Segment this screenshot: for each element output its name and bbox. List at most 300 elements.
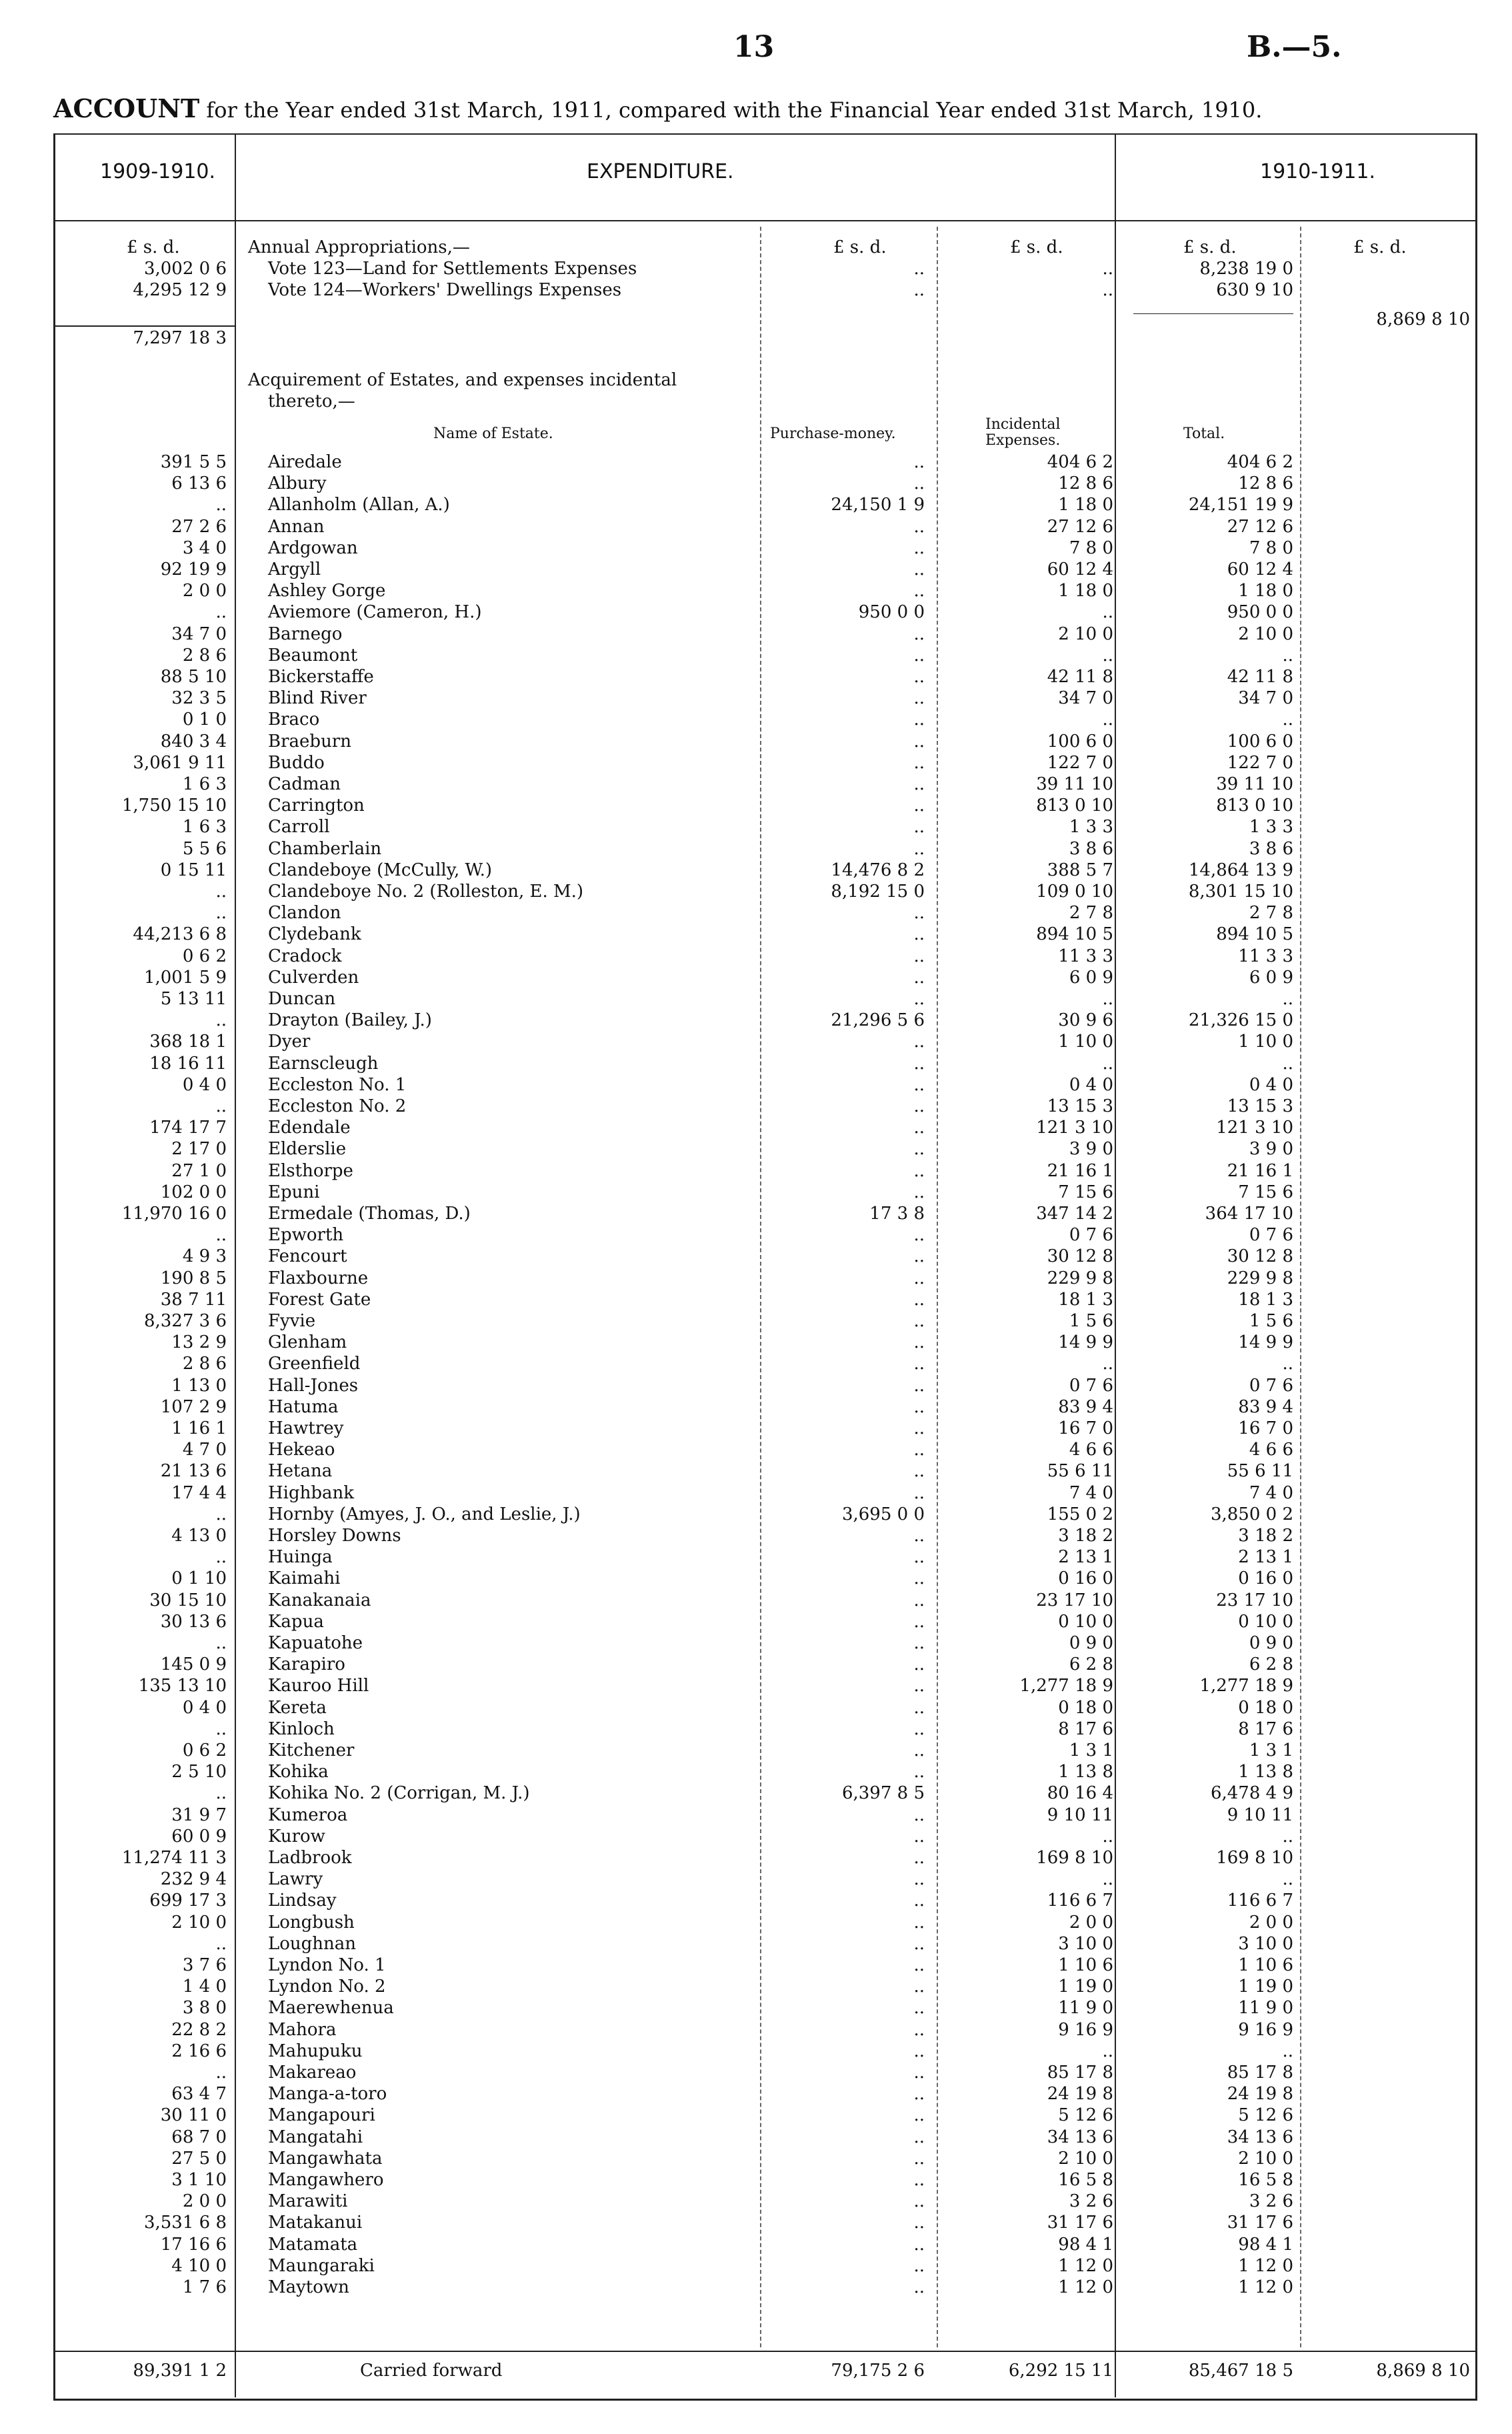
value-1909: 30 13 6 (160, 1611, 227, 1632)
value-1909: 3 8 0 (182, 1998, 227, 2019)
page-number: 13 (733, 30, 775, 64)
estate-row (0, 1612, 1512, 1633)
total: 1 3 1 (1249, 1740, 1293, 1760)
estate-name: Greenfield (268, 1354, 361, 1374)
value-1909: 190 8 5 (160, 1268, 227, 1288)
purchase-money: .. (913, 967, 925, 988)
incidental-expenses: 3 2 6 (1069, 2191, 1113, 2212)
incidental-expenses: 347 14 2 (1036, 1204, 1113, 1224)
purchase-money: .. (913, 1160, 925, 1181)
estate-name: Cadman (268, 774, 341, 794)
purchase-money: .. (913, 2170, 925, 2190)
incidental-expenses: 83 9 4 (1058, 1396, 1113, 1417)
total: 4 6 6 (1249, 1440, 1293, 1460)
value-1909: 2 8 6 (182, 1354, 227, 1374)
footer-grand: 8,869 8 10 (1376, 2361, 1470, 2381)
estate-row (0, 2084, 1512, 2105)
value-1909: 102 0 0 (160, 1182, 227, 1202)
total: 2 0 0 (1249, 1912, 1293, 1933)
col-label-expenses: Expenses. (985, 432, 1061, 449)
estate-name: Airedale (268, 452, 342, 472)
estate-row (0, 2235, 1512, 2256)
purchase-money: .. (913, 2277, 925, 2297)
incidental-expenses: 404 6 2 (1047, 452, 1113, 472)
value-1909: 1 7 6 (182, 2277, 227, 2297)
estate-row (0, 1977, 1512, 1998)
estate-name: Mangawhata (268, 2148, 383, 2169)
estate-name: Ladbrook (268, 1848, 352, 1868)
estate-row (0, 2277, 1512, 2299)
estate-name: Clandeboye (McCully, W.) (268, 860, 493, 880)
purchase-money: .. (913, 1268, 925, 1288)
value-1909: 6 13 6 (171, 473, 227, 494)
purchase-money: .. (913, 2148, 925, 2169)
purchase-money: .. (913, 2234, 925, 2255)
total: 121 3 10 (1216, 1118, 1293, 1138)
estate-row (0, 1268, 1512, 1290)
purchase-money: .. (913, 1118, 925, 1138)
value-1909: 44,213 6 8 (133, 924, 227, 945)
value-1909: 27 2 6 (171, 516, 227, 537)
purchase-money: .. (913, 2105, 925, 2126)
estate-name: Maerewhenua (268, 1998, 394, 2019)
incidental-expenses: 229 9 8 (1047, 1268, 1113, 1288)
purchase-money: .. (913, 1955, 925, 1975)
estate-name: Eccleston No. 1 (268, 1074, 407, 1095)
incidental-expenses: 8 17 6 (1058, 1718, 1113, 1739)
value-1909: 4,295 12 9 (133, 280, 227, 300)
estate-name: Makareao (268, 2063, 357, 2083)
total: 894 10 5 (1216, 924, 1293, 945)
total: 364 17 10 (1205, 1204, 1293, 1224)
total: 2 10 0 (1238, 2148, 1293, 2169)
estate-name: Dyer (268, 1032, 311, 1052)
total: 1 3 3 (1249, 817, 1293, 838)
total: 2 10 0 (1238, 624, 1293, 644)
estate-row (0, 624, 1512, 646)
estate-row (0, 946, 1512, 968)
total: 1 13 8 (1238, 1762, 1293, 1782)
estate-row (0, 1418, 1512, 1440)
estate-name: Clydebank (268, 924, 361, 945)
value-1909: .. (215, 1096, 227, 1116)
header-rule (53, 220, 1476, 221)
estate-name: Marawiti (268, 2191, 348, 2212)
purchase-money: .. (913, 280, 925, 300)
total: 630 9 10 (1216, 280, 1293, 300)
total: 2 7 8 (1249, 903, 1293, 924)
incidental-expenses: 6 0 9 (1069, 967, 1113, 988)
total: .. (1282, 1869, 1293, 1890)
purchase-money: .. (913, 1998, 925, 2019)
estate-row (0, 796, 1512, 817)
estate-row (0, 2213, 1512, 2234)
value-1909: 8,327 3 6 (143, 1311, 227, 1331)
value-1909: .. (215, 495, 227, 515)
incidental-expenses: 2 7 8 (1069, 903, 1113, 924)
incidental-expenses: 27 12 6 (1047, 516, 1113, 537)
value-1909: 0 15 11 (160, 860, 227, 880)
currency-head-c4: £ s. d. (1353, 237, 1407, 257)
total: 3 10 0 (1238, 1933, 1293, 1954)
estate-row (0, 1054, 1512, 1075)
value-1909: 3,002 0 6 (143, 259, 227, 279)
col-label-total: Total. (1183, 425, 1225, 442)
incidental-expenses: 3 8 6 (1069, 838, 1113, 859)
total: 34 13 6 (1227, 2127, 1293, 2147)
purchase-money: 14,476 8 2 (831, 860, 925, 880)
carried-forward-label: Carried forward (360, 2361, 503, 2381)
purchase-money: 24,150 1 9 (831, 495, 925, 515)
purchase-money: .. (913, 259, 925, 279)
purchase-money: .. (913, 903, 925, 924)
value-1909: .. (215, 1010, 227, 1031)
value-1909: 21 13 6 (160, 1461, 227, 1482)
estate-name: Kurow (268, 1826, 325, 1847)
estate-name: Mahora (268, 2019, 337, 2040)
purchase-money: .. (913, 1332, 925, 1353)
title-prefix: ACCOUNT (53, 93, 200, 123)
estate-row (0, 1633, 1512, 1654)
incidental-expenses: 16 7 0 (1058, 1418, 1113, 1438)
total: 42 11 8 (1227, 667, 1293, 687)
value-1909: 2 8 6 (182, 645, 227, 666)
subtotal-rule (53, 325, 235, 327)
estate-name: Eccleston No. 2 (268, 1096, 407, 1116)
incidental-expenses: 85 17 8 (1047, 2063, 1113, 2083)
total: 404 6 2 (1227, 452, 1293, 472)
total: 3 18 2 (1238, 1526, 1293, 1546)
estate-name: Matamata (268, 2234, 358, 2255)
purchase-money: .. (913, 1697, 925, 1718)
incidental-expenses: 1 5 6 (1069, 1311, 1113, 1331)
estate-name: Matakanui (268, 2213, 363, 2233)
estate-row (0, 1290, 1512, 1311)
total: 1 19 0 (1238, 1977, 1293, 1997)
estate-row (0, 1032, 1512, 1053)
purchase-money: .. (913, 1590, 925, 1610)
estate-row (0, 1955, 1512, 1977)
estate-row (0, 1118, 1512, 1139)
estate-row (0, 473, 1512, 495)
estate-row (0, 1568, 1512, 1590)
estate-name: Loughnan (268, 1933, 357, 1954)
total: 21,326 15 0 (1188, 1010, 1293, 1031)
col-label-purchase: Purchase-money. (770, 425, 896, 442)
purchase-money: .. (913, 1440, 925, 1460)
value-1909: 2 0 0 (182, 581, 227, 601)
incidental-expenses: 18 1 3 (1058, 1289, 1113, 1310)
total: 21 16 1 (1227, 1160, 1293, 1181)
estate-name: Kapuatohe (268, 1633, 363, 1653)
estate-name: Clandon (268, 903, 341, 924)
purchase-money: 17 3 8 (869, 1204, 925, 1224)
footer-row (0, 2361, 1512, 2382)
total: 5 12 6 (1238, 2105, 1293, 2126)
col-head-expenditure: EXPENDITURE. (587, 160, 734, 183)
appropriations-grand-total: 8,869 8 10 (1376, 309, 1470, 329)
estate-name: Blind River (268, 688, 367, 709)
estate-name: Lindsay (268, 1891, 337, 1911)
estate-name: Buddo (268, 752, 325, 773)
incidental-expenses: .. (1102, 710, 1113, 730)
purchase-money: .. (913, 581, 925, 601)
estate-name: Flaxbourne (268, 1268, 369, 1288)
estate-name: Elderslie (268, 1139, 347, 1160)
estate-name: Argyll (268, 559, 321, 579)
value-1909: 68 7 0 (171, 2127, 227, 2147)
appropriation-row (0, 259, 1512, 280)
total: 3 9 0 (1249, 1139, 1293, 1160)
value-1909: 391 5 5 (160, 452, 227, 472)
estate-name: Mahupuku (268, 2041, 363, 2061)
total: .. (1282, 989, 1293, 1009)
purchase-money: .. (913, 1311, 925, 1331)
purchase-money: .. (913, 2084, 925, 2105)
purchase-money: .. (913, 2041, 925, 2061)
total: 85 17 8 (1227, 2063, 1293, 2083)
vote-label: Vote 124—Workers' Dwellings Expenses (268, 280, 622, 300)
estate-row (0, 1096, 1512, 1118)
estate-row (0, 1762, 1512, 1783)
estate-name: Barnego (268, 624, 343, 644)
col-label-estate: Name of Estate. (433, 425, 553, 442)
value-1909: .. (215, 1547, 227, 1568)
estate-row (0, 817, 1512, 838)
estate-row (0, 860, 1512, 882)
estate-row (0, 1204, 1512, 1225)
total: 11 3 3 (1238, 946, 1293, 966)
purchase-money: 21,296 5 6 (831, 1010, 925, 1031)
total: .. (1282, 645, 1293, 666)
incidental-expenses: 16 5 8 (1058, 2170, 1113, 2190)
purchase-money: .. (913, 1139, 925, 1160)
incidental-expenses: 1 18 0 (1058, 495, 1113, 515)
value-1909: 2 5 10 (171, 1762, 227, 1782)
incidental-expenses: 1 3 3 (1069, 817, 1113, 838)
incidental-expenses: 9 10 11 (1047, 1804, 1113, 1825)
estate-name: Highbank (268, 1482, 355, 1503)
incidental-expenses: 11 3 3 (1058, 946, 1113, 966)
estate-name: Culverden (268, 967, 359, 988)
footer-rule (53, 2351, 1476, 2352)
estate-row (0, 1547, 1512, 1568)
total: 0 10 0 (1238, 1611, 1293, 1632)
estate-name: Chamberlain (268, 838, 382, 859)
total: 3 2 6 (1249, 2191, 1293, 2212)
incidental-expenses: 5 12 6 (1058, 2105, 1113, 2126)
estate-name: Braeburn (268, 731, 351, 752)
value-1909: 0 4 0 (182, 1074, 227, 1095)
purchase-money: .. (913, 2063, 925, 2083)
incidental-expenses: 1 13 8 (1058, 1762, 1113, 1782)
total: 813 0 10 (1216, 796, 1293, 816)
purchase-money: .. (913, 2191, 925, 2212)
incidental-expenses: 155 0 2 (1047, 1504, 1113, 1524)
purchase-money: .. (913, 1654, 925, 1675)
incidental-expenses: 39 11 10 (1036, 774, 1113, 794)
value-1909: 1 13 0 (171, 1375, 227, 1396)
incidental-expenses: 2 10 0 (1058, 2148, 1113, 2169)
estate-name: Beaumont (268, 645, 358, 666)
estate-name: Kohika No. 2 (Corrigan, M. J.) (268, 1783, 530, 1804)
estate-row (0, 1461, 1512, 1482)
total: 12 8 6 (1238, 473, 1293, 494)
total: 39 11 10 (1216, 774, 1293, 794)
estate-name: Drayton (Bailey, J.) (268, 1010, 432, 1031)
page-title (53, 93, 1262, 123)
estate-name: Kanakanaia (268, 1590, 371, 1610)
value-1909: 368 18 1 (149, 1032, 227, 1052)
value-1909: .. (215, 1225, 227, 1246)
incidental-expenses: 388 5 7 (1047, 860, 1113, 880)
total: 16 7 0 (1238, 1418, 1293, 1438)
incidental-expenses: .. (1102, 1869, 1113, 1890)
total: 122 7 0 (1227, 752, 1293, 773)
incidental-expenses: 3 10 0 (1058, 1933, 1113, 1954)
estate-name: Huinga (268, 1547, 333, 1568)
incidental-expenses: 1 3 1 (1069, 1740, 1113, 1760)
value-1909: .. (215, 1933, 227, 1954)
purchase-money: .. (913, 1354, 925, 1374)
estate-row (0, 1246, 1512, 1268)
incidental-expenses: 0 7 6 (1069, 1225, 1113, 1246)
value-1909: 0 4 0 (182, 1697, 227, 1718)
total: .. (1282, 1053, 1293, 1074)
total: 27 12 6 (1227, 516, 1293, 537)
value-1909: 1 4 0 (182, 1977, 227, 1997)
total: 16 5 8 (1238, 2170, 1293, 2190)
total: 23 17 10 (1216, 1590, 1293, 1610)
value-1909: .. (215, 903, 227, 924)
total: 6 2 8 (1249, 1654, 1293, 1675)
purchase-money: .. (913, 559, 925, 579)
purchase-money: .. (913, 1225, 925, 1246)
value-1909: 699 17 3 (149, 1891, 227, 1911)
value-1909: 0 1 0 (182, 710, 227, 730)
total: 9 16 9 (1238, 2019, 1293, 2040)
estate-name: Edendale (268, 1118, 351, 1138)
purchase-money: .. (913, 537, 925, 558)
incidental-expenses: 0 16 0 (1058, 1568, 1113, 1589)
value-1909: 4 10 0 (171, 2255, 227, 2276)
incidental-expenses: 6 2 8 (1069, 1654, 1113, 1675)
value-1909: 30 15 10 (149, 1590, 227, 1610)
incidental-expenses: .. (1102, 1053, 1113, 1074)
purchase-money: .. (913, 989, 925, 1009)
value-1909: 32 3 5 (171, 688, 227, 709)
footer-1909: 89,391 1 2 (133, 2361, 227, 2381)
purchase-money: .. (913, 2127, 925, 2147)
estate-row (0, 1934, 1512, 1955)
total: 8,238 19 0 (1199, 259, 1293, 279)
estate-row (0, 2105, 1512, 2127)
purchase-money: .. (913, 1289, 925, 1310)
incidental-expenses: 34 7 0 (1058, 688, 1113, 709)
estate-name: Hekeao (268, 1440, 335, 1460)
estate-name: Carroll (268, 817, 330, 838)
total: 98 4 1 (1238, 2234, 1293, 2255)
total: 18 1 3 (1238, 1289, 1293, 1310)
incidental-expenses: 121 3 10 (1036, 1118, 1113, 1138)
total: 1 10 0 (1238, 1032, 1293, 1052)
value-1909: 1 6 3 (182, 817, 227, 838)
total: 14,864 13 9 (1188, 860, 1293, 880)
value-1909: .. (215, 1718, 227, 1739)
total: 8,301 15 10 (1188, 882, 1293, 902)
estate-name: Clandeboye No. 2 (Rolleston, E. M.) (268, 882, 584, 902)
value-1909: 3 1 10 (171, 2170, 227, 2190)
incidental-expenses: 98 4 1 (1058, 2234, 1113, 2255)
estate-name: Hawtrey (268, 1418, 344, 1438)
total: 116 6 7 (1227, 1891, 1293, 1911)
estate-row (0, 1654, 1512, 1676)
total: .. (1282, 1826, 1293, 1847)
purchase-money: .. (913, 1933, 925, 1954)
purchase-money: .. (913, 1182, 925, 1202)
incidental-expenses: 1 19 0 (1058, 1977, 1113, 1997)
estate-name: Mangatahi (268, 2127, 363, 2147)
value-1909: 0 1 10 (171, 1568, 227, 1589)
total: 9 10 11 (1227, 1804, 1293, 1825)
total: 0 7 6 (1249, 1225, 1293, 1246)
estate-name: Manga-a-toro (268, 2084, 387, 2105)
value-1909: 17 4 4 (171, 1482, 227, 1503)
purchase-money: .. (913, 731, 925, 752)
total: 0 18 0 (1238, 1697, 1293, 1718)
estate-row (0, 495, 1512, 516)
estate-name: Ardgowan (268, 537, 358, 558)
purchase-money: .. (913, 1246, 925, 1267)
purchase-money: .. (913, 1568, 925, 1589)
estate-row (0, 1376, 1512, 1397)
estate-row (0, 688, 1512, 710)
currency-head-c3: £ s. d. (1183, 237, 1237, 257)
estate-row (0, 989, 1512, 1010)
value-1909: 17 16 6 (160, 2234, 227, 2255)
value-1909: 38 7 11 (160, 1289, 227, 1310)
estate-row (0, 1225, 1512, 1246)
col-head-1910: 1910-1911. (1260, 160, 1376, 183)
estate-row (0, 1440, 1512, 1461)
estate-row (0, 1332, 1512, 1354)
value-1909: .. (215, 1504, 227, 1524)
purchase-money: .. (913, 473, 925, 494)
incidental-expenses: 14 9 9 (1058, 1332, 1113, 1353)
estate-row (0, 1526, 1512, 1547)
purchase-money: .. (913, 1740, 925, 1760)
estate-name: Glenham (268, 1332, 347, 1353)
appropriations-heading: Annual Appropriations,— (248, 237, 470, 257)
estate-name: Carrington (268, 796, 365, 816)
purchase-money: .. (913, 774, 925, 794)
estate-name: Epuni (268, 1182, 320, 1202)
total: 0 4 0 (1249, 1074, 1293, 1095)
estate-name: Hatuma (268, 1396, 339, 1417)
incidental-expenses: 30 12 8 (1047, 1246, 1113, 1267)
acquirement-heading-2: thereto,— (268, 391, 355, 411)
purchase-money: .. (913, 1461, 925, 1482)
estate-name: Fyvie (268, 1311, 316, 1331)
purchase-money: .. (913, 1804, 925, 1825)
value-1909: 3,531 6 8 (143, 2213, 227, 2233)
total: 1 12 0 (1238, 2277, 1293, 2297)
incidental-expenses: 109 0 10 (1036, 882, 1113, 902)
incidental-expenses: 34 13 6 (1047, 2127, 1113, 2147)
estate-name: Aviemore (Cameron, H.) (268, 602, 482, 623)
estate-row (0, 667, 1512, 688)
incidental-expenses: 1 10 6 (1058, 1955, 1113, 1975)
